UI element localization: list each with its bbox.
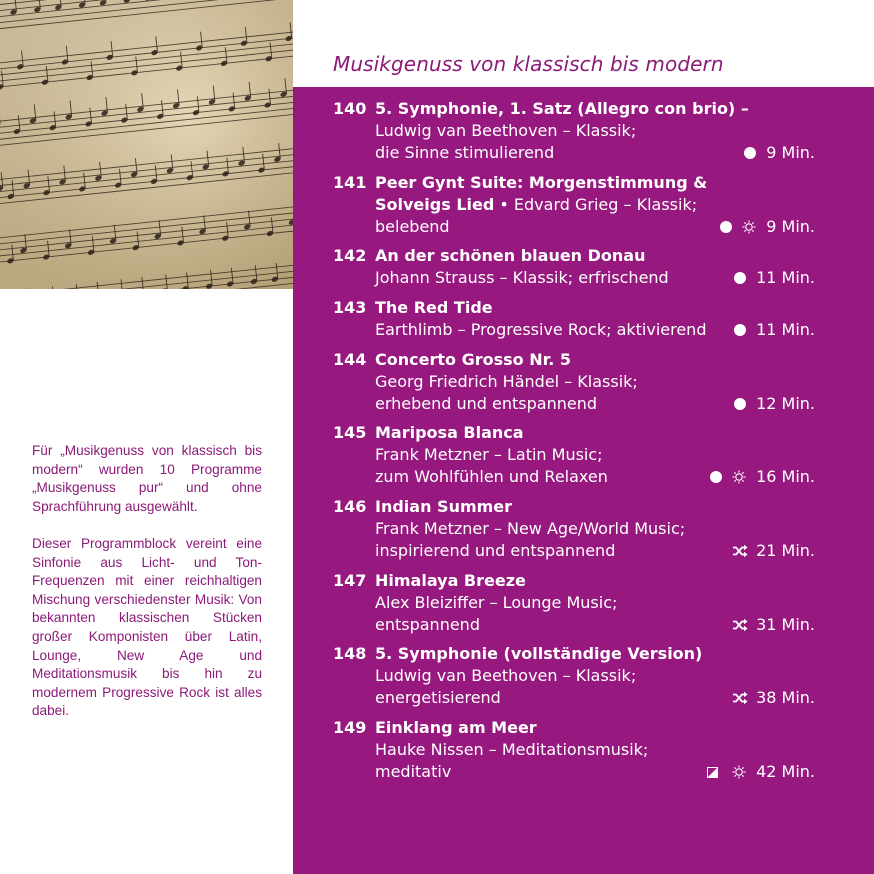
program-body	[375, 349, 725, 415]
program-duration: 31 Min.	[756, 615, 815, 634]
program-body	[375, 98, 749, 164]
program-title-continued: Solveigs Lied	[375, 195, 495, 214]
full-circle-icon	[734, 398, 746, 410]
program-meta	[732, 540, 815, 562]
program-number: 142	[333, 246, 367, 265]
program-duration: 38 Min.	[756, 688, 815, 707]
program-detail-line: Johann Strauss – Klassik; erfrischend	[375, 268, 669, 287]
program-detail-line: Ludwig van Beethoven – Klassik;	[375, 666, 637, 685]
program-detail-line: meditativ	[375, 762, 452, 781]
full-circle-icon	[720, 221, 732, 233]
sidebar-paragraph-1: Für „Musikgenuss von klassisch bis modern“ wurden 10 Programme „Musikgenuss pur“ und ohne Sprachführung ausgewählt.	[32, 443, 262, 514]
program-number: 149	[333, 718, 367, 737]
program-detail-line: zum Wohlfühlen und Relaxen	[375, 467, 608, 486]
program-duration: 12 Min.	[756, 394, 815, 413]
sheet-music-image	[0, 0, 293, 289]
half-square-icon	[707, 767, 718, 778]
program-detail-line: die Sinne stimulierend	[375, 143, 555, 162]
program-title: Concerto Grosso Nr. 5	[375, 350, 571, 369]
program-body	[375, 245, 725, 289]
shuffle-icon	[732, 618, 748, 632]
program-body	[375, 172, 725, 238]
program-meta	[734, 267, 815, 289]
program-detail-line: entspannend	[375, 615, 480, 634]
program-meta	[732, 687, 815, 709]
program-detail-line: energetisierend	[375, 688, 501, 707]
shuffle-icon	[732, 691, 748, 705]
sun-icon	[742, 220, 756, 234]
program-duration: 9 Min.	[766, 143, 815, 162]
program-meta	[744, 142, 815, 164]
program-title: An der schönen blauen Donau	[375, 246, 646, 265]
sun-icon	[732, 470, 746, 484]
program-duration: 11 Min.	[756, 320, 815, 339]
program-title-line-2	[375, 194, 725, 216]
program-title: The Red Tide	[375, 298, 493, 317]
program-number: 148	[333, 644, 367, 663]
program-number: 145	[333, 423, 367, 442]
full-circle-icon	[710, 471, 722, 483]
program-detail-line: inspirierend und entspannend	[375, 541, 616, 560]
program-body	[375, 717, 725, 783]
program-duration: 42 Min.	[756, 762, 815, 781]
program-number: 143	[333, 298, 367, 317]
full-circle-icon	[734, 324, 746, 336]
program-duration: 21 Min.	[756, 541, 815, 560]
program-body	[375, 643, 725, 709]
program-number: 140	[333, 99, 367, 118]
program-detail-line: Earthlimb – Progressive Rock; aktivierend	[375, 320, 707, 339]
program-meta	[734, 393, 815, 415]
program-meta	[720, 216, 815, 238]
program-title: Indian Summer	[375, 497, 513, 516]
program-detail-line: Frank Metzner – Latin Music;	[375, 445, 603, 464]
program-body	[375, 570, 725, 636]
program-artist: • Edvard Grieg – Klassik;	[494, 195, 698, 214]
program-body	[375, 422, 725, 488]
sun-icon	[732, 765, 746, 779]
program-number: 141	[333, 173, 367, 192]
program-detail-line: erhebend und entspannend	[375, 394, 598, 413]
full-circle-icon	[734, 272, 746, 284]
program-title: 5. Symphonie (vollständige Version)	[375, 644, 703, 663]
program-body	[375, 496, 725, 562]
program-detail-line: Frank Metzner – New Age/World Music;	[375, 519, 686, 538]
program-meta	[732, 614, 815, 636]
program-body	[375, 297, 725, 341]
program-meta	[707, 761, 815, 783]
program-duration: 11 Min.	[756, 268, 815, 287]
program-detail-line: Alex Bleiziffer – Lounge Music;	[375, 593, 618, 612]
program-title: Peer Gynt Suite: Morgenstimmung &	[375, 173, 708, 192]
program-number: 144	[333, 350, 367, 369]
sidebar-paragraph-2: Dieser Programmblock vereint eine Sinfonie aus Licht- und Ton-Frequenzen mit einer reichhaltigen Mischung verschiedenster Musik: Von bekannten klassischen Stücken großer Komponisten über Latin, Lounge, New Age und Meditationsmusik bis hin zu modernem Progressive Rock ist alles dabei.	[32, 535, 262, 719]
program-number: 147	[333, 571, 367, 590]
program-detail-line: Georg Friedrich Händel – Klassik;	[375, 372, 638, 391]
sidebar-text	[32, 442, 262, 740]
program-meta	[710, 466, 815, 488]
program-duration: 16 Min.	[756, 467, 815, 486]
program-number: 146	[333, 497, 367, 516]
program-duration: 9 Min.	[766, 217, 815, 236]
sheet-music-icon	[0, 0, 293, 289]
program-detail-line: Hauke Nissen – Meditationsmusik;	[375, 740, 649, 759]
program-title: 5. Symphonie, 1. Satz (Allegro con brio) –	[375, 99, 749, 118]
program-title: Himalaya Breeze	[375, 571, 526, 590]
section-heading: Musikgenuss von klassisch bis modern	[333, 52, 724, 76]
shuffle-icon	[732, 544, 748, 558]
program-meta	[734, 319, 815, 341]
program-detail-line: Ludwig van Beethoven – Klassik;	[375, 121, 637, 140]
program-detail-line: belebend	[375, 217, 450, 236]
full-circle-icon	[744, 147, 756, 159]
program-title: Mariposa Blanca	[375, 423, 524, 442]
program-title: Einklang am Meer	[375, 718, 537, 737]
